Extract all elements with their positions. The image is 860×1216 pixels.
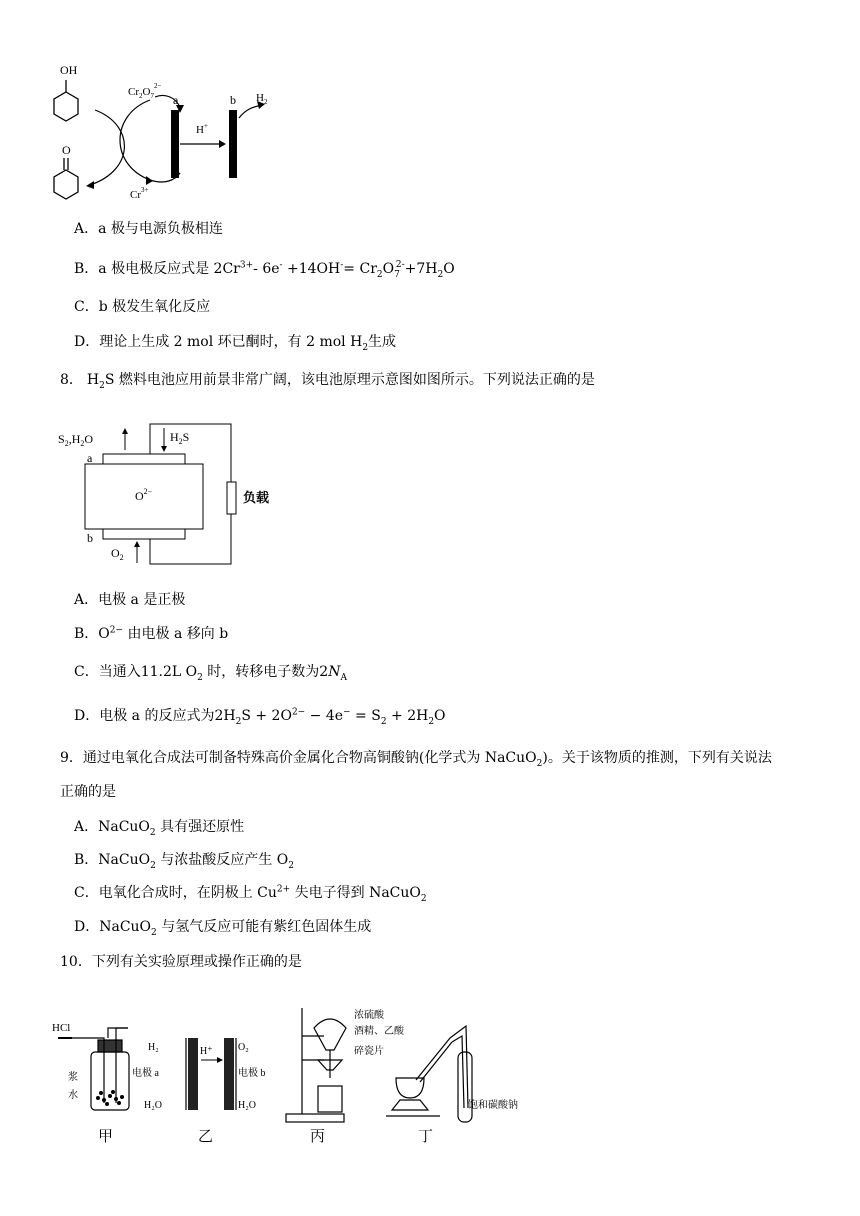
label-ding: 丁 xyxy=(418,1129,434,1145)
arrow-head-2 xyxy=(146,176,153,185)
electrode-b-label: b xyxy=(87,531,93,545)
apparatus-ding xyxy=(386,1026,472,1122)
q9-stem-line2: 正确的是 xyxy=(60,784,116,800)
cyclohexanone-structure xyxy=(54,158,78,199)
yi-electrode-a-label: 电极 a xyxy=(132,1068,159,1079)
o2-ion-label: $O^{2-}$ xyxy=(135,487,153,503)
electrode-b-label: b xyxy=(230,93,236,107)
yi-electrode-b-label: 电极 b xyxy=(238,1068,266,1079)
q9-option-c: C．电氧化合成时，在阴极上 $Cu^{2+}$ 失电子得到 NaCuO$_2$ xyxy=(74,884,427,904)
electrode-b-plate xyxy=(103,529,185,539)
yi-o2-label: O₂ xyxy=(238,1042,249,1053)
arrow-head-1 xyxy=(86,181,94,189)
q7-option-c: C．b 极发生氧化反应 xyxy=(74,299,211,315)
q7-figure-svg xyxy=(40,55,300,205)
s2h2o-label: $S_2,H_2O$ xyxy=(58,432,94,448)
q9-option-d: D．NaCuO$_2$ 与氢气反应可能有紫红色固体生成 xyxy=(74,919,372,938)
q8-figure-svg xyxy=(55,418,295,568)
cr2o7-label: $Cr_2O_7^{2-}$ xyxy=(128,82,162,100)
label-jia: 甲 xyxy=(98,1129,114,1145)
electrode-a-label: a xyxy=(173,93,179,107)
electrode-a xyxy=(171,110,179,178)
yi-hplus-label: H⁺ xyxy=(200,1046,213,1057)
apparatus-bing xyxy=(286,1008,346,1122)
label-bing: 丙 xyxy=(310,1129,326,1145)
q9-option-b: B．NaCuO$_2$ 与浓盐酸反应产生 $O_2$ xyxy=(74,852,294,871)
q10-figure-svg xyxy=(48,998,548,1148)
q7-option-d: D．理论上生成 2 mol 环已酮时，有 2 mol $H_2$生成 xyxy=(74,334,397,353)
electrode-a-plate xyxy=(103,454,185,464)
electrode-a-label: a xyxy=(87,451,93,465)
water-label-1: 浆 xyxy=(68,1072,78,1083)
q8-figure xyxy=(55,418,295,568)
load-label: 负载 xyxy=(243,490,270,505)
wire-top xyxy=(150,424,231,482)
q10-stem: 10．下列有关实验原理或操作正确的是 xyxy=(60,954,302,970)
ding-saturated-label: 饱和碳酸钠 xyxy=(468,1100,518,1111)
q8-option-d: D．电极 a 的反应式为$2H_2S + 2O^{2-} - 4e^- = S_2 + 2H_2O$ xyxy=(74,707,446,727)
cr3-label: $Cr^{3+}$ xyxy=(130,186,149,201)
bubbles xyxy=(96,1090,124,1106)
yi-h2o-right-label: H₂O xyxy=(238,1100,256,1111)
q9-stem-line1: 9．通过电氧化合成法可制备特殊高价金属化合物高铜酸钠(化学式为 NaCuO$_2$)。关于该物质的推测，下列有关说法 xyxy=(60,750,772,769)
electrode-b xyxy=(229,110,237,178)
h-plus-label: H+ xyxy=(196,122,208,136)
q7-option-a: A．a 极与电源负极相连 xyxy=(74,221,223,237)
yi-h2o-left-label: H₂O xyxy=(144,1100,162,1111)
cycle-arrows xyxy=(90,95,180,185)
h2-label: $H_2$ xyxy=(256,92,268,106)
q9-option-a: A．NaCuO$_2$ 具有强还原性 xyxy=(74,819,245,838)
ding-reagent-1: 浓硫酸 xyxy=(354,1010,384,1021)
load-resistor xyxy=(227,482,236,514)
q8-option-c: C．当通入11.2L $O_2$ 时，转移电子数为$2N_A$ xyxy=(74,664,347,683)
electrolyte-box xyxy=(85,464,203,529)
label-yi: 乙 xyxy=(198,1129,214,1145)
o2-label: $O_2$ xyxy=(111,546,124,562)
q7-option-b: B．a 极电极反应式是 $2Cr^{3+}-$ $6e^- +14OH^-= Cr_2O_7^{2-}+7H_2O$ xyxy=(74,260,455,280)
q8-option-a: A．电极 a 是正极 xyxy=(74,592,186,608)
cyclohexanol-structure xyxy=(54,80,78,121)
q8-stem: 8． $H_2S$ 燃料电池应用前景非常广阔，该电池原理示意图如图所示。下列说法正确的是 xyxy=(60,372,595,391)
yi-h2-label: H₂ xyxy=(148,1042,159,1053)
q7-figure xyxy=(40,55,300,205)
q8-option-b: B．$O^{2-}$ 由电极 a 移向 b xyxy=(74,625,229,642)
o-label: O xyxy=(62,143,71,157)
oh-label: OH xyxy=(60,63,78,77)
q10-figure xyxy=(48,998,548,1148)
hcl-label: HCl xyxy=(52,1022,71,1034)
ding-reagent-3: 碎瓷片 xyxy=(354,1046,384,1057)
h2s-label: $H_2S$ xyxy=(170,430,190,446)
ding-reagent-2: 酒精、乙酸 xyxy=(354,1026,404,1037)
water-label-2: 水 xyxy=(68,1090,78,1101)
